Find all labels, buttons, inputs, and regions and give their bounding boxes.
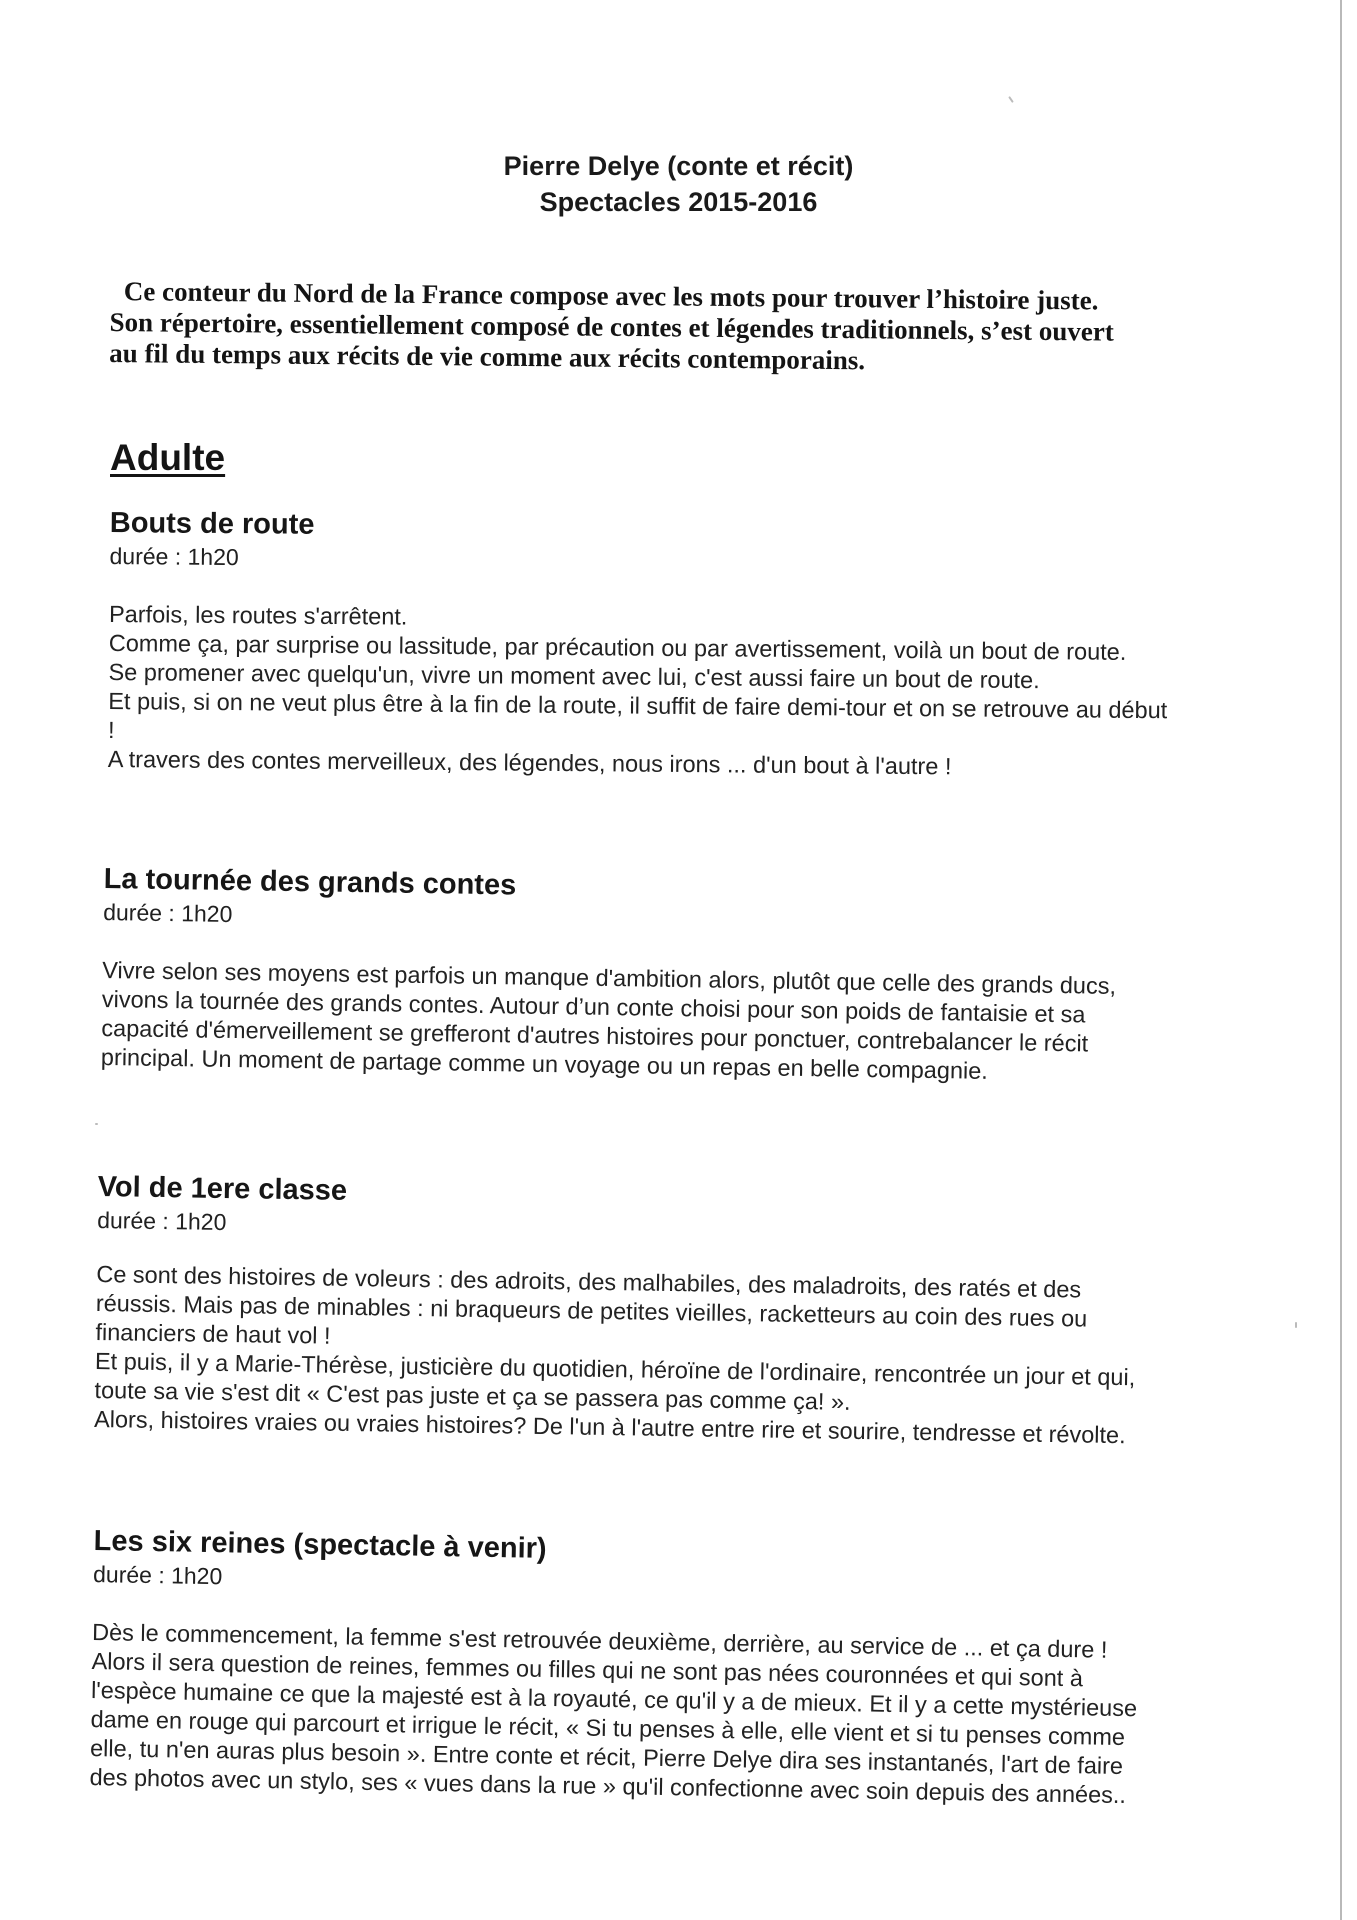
description-paragraph: A travers des contes merveilleux, des légendes, nous irons ... d'un bout à l'autre ! (107, 745, 952, 780)
show-description (89, 1618, 1162, 1811)
description-paragraph: Parfois, les routes s'arrêtent. (108, 600, 408, 630)
intro-line: Ce conteur du Nord de la France compose avec les mots pour trouver l’histoire juste. (123, 276, 1099, 316)
intro-line: Son répertoire, essentiellement composé de contes et légendes traditionnels, s’est ouvert (109, 306, 1114, 347)
page-edge-line (1340, 0, 1342, 1920)
scan-speck (1295, 1322, 1297, 1328)
document-header (0, 148, 1357, 220)
description-paragraph: Se promener avec quelqu'un, vivre un moment avec lui, c'est aussi faire un bout de route. (108, 658, 1040, 694)
document-subtitle: Spectacles 2015-2016 (539, 187, 818, 217)
show-duration: durée : 1h20 (97, 1206, 227, 1236)
description-paragraph: Ce sont des histoires de voleurs : des adroits, des malhabiles, des maladroits, des ratés et des réussis. Mais pas de minables : ni braqueurs de petites vieilles, racketteurs au coin des rues ou financiers de haut vol ! (95, 1260, 1088, 1349)
show-entry (108, 506, 1180, 783)
section-heading-adulte: Adulte (110, 437, 226, 478)
show-description (101, 956, 1173, 1089)
intro-line: au fil du temps aux récits de vie comme aux récits contemporains. (109, 337, 866, 376)
show-entry (89, 1524, 1164, 1811)
description-paragraph: Vivre selon ses moyens est parfois un manque d'ambition alors, plutôt que celle des grands ducs, vivons la tournée des grands contes. Autour d’un conte choisi pour son poids de fantaisie et sa capacité d'émerveillement se grefferont d'autres histoires pour ponctuer, contrebalancer le récit principal. Un moment de partage comme un voyage ou un repas en belle compagnie. (100, 956, 1117, 1084)
description-paragraph: Alors, histoires vraies ou vraies histoires? De l'un à l'autre entre rire et sourire, tendresse et révolte. (93, 1405, 1126, 1449)
show-title: Les six reines (spectacle à venir) (93, 1524, 547, 1565)
show-description (94, 1260, 1167, 1451)
show-title: Vol de 1ere classe (97, 1170, 348, 1207)
document-title: Pierre Delye (conte et récit) (503, 151, 854, 181)
scan-speck (1008, 96, 1014, 103)
description-paragraph: Et puis, il y a Marie-Thérèse, justicière du quotidien, héroïne de l'ordinaire, rencontrée un jour et qui, toute sa vie s'est dit « C'est pas juste et ça se passera pas comme ça! ». (94, 1347, 1136, 1415)
scan-speck (95, 1123, 98, 1125)
show-duration: durée : 1h20 (103, 898, 233, 928)
show-entry (101, 862, 1174, 1089)
show-description (108, 600, 1179, 783)
show-title: Bouts de route (109, 506, 315, 541)
show-entry (94, 1170, 1168, 1451)
description-paragraph: Comme ça, par surprise ou lassitude, par précaution ou par avertissement, voilà un bout de route. (108, 629, 1127, 665)
show-duration: durée : 1h20 (109, 542, 239, 571)
description-paragraph: Et puis, si on ne veut plus être à la fin de la route, il suffit de faire demi-tour et on se retrouve au début ! (107, 687, 1168, 744)
intro-paragraph (109, 276, 1192, 379)
show-title: La tournée des grands contes (103, 862, 517, 902)
description-paragraph: Dès le commencement, la femme s'est retrouvée deuxième, derrière, au service de ... et ça dure ! Alors il sera question de reines, femmes ou filles qui ne sont pas nées couronnées et qui sont à l'espèce humaine ce que la majesté est à la royauté, ce qu'il y a de mieux. Et il y a cette mystérieuse dame en rouge qui parcourt et irrigue le récit, « Si tu penses à elle, elle vient et si tu penses comme elle, tu n'en auras plus besoin ». Entre conte et récit, Pierre Delye dira ses instantanés, l'art de faire des photos avec un stylo, ses « vues dans la rue » qu'il confectionne avec soin depuis des années.. (89, 1618, 1138, 1809)
show-duration: durée : 1h20 (92, 1560, 223, 1590)
